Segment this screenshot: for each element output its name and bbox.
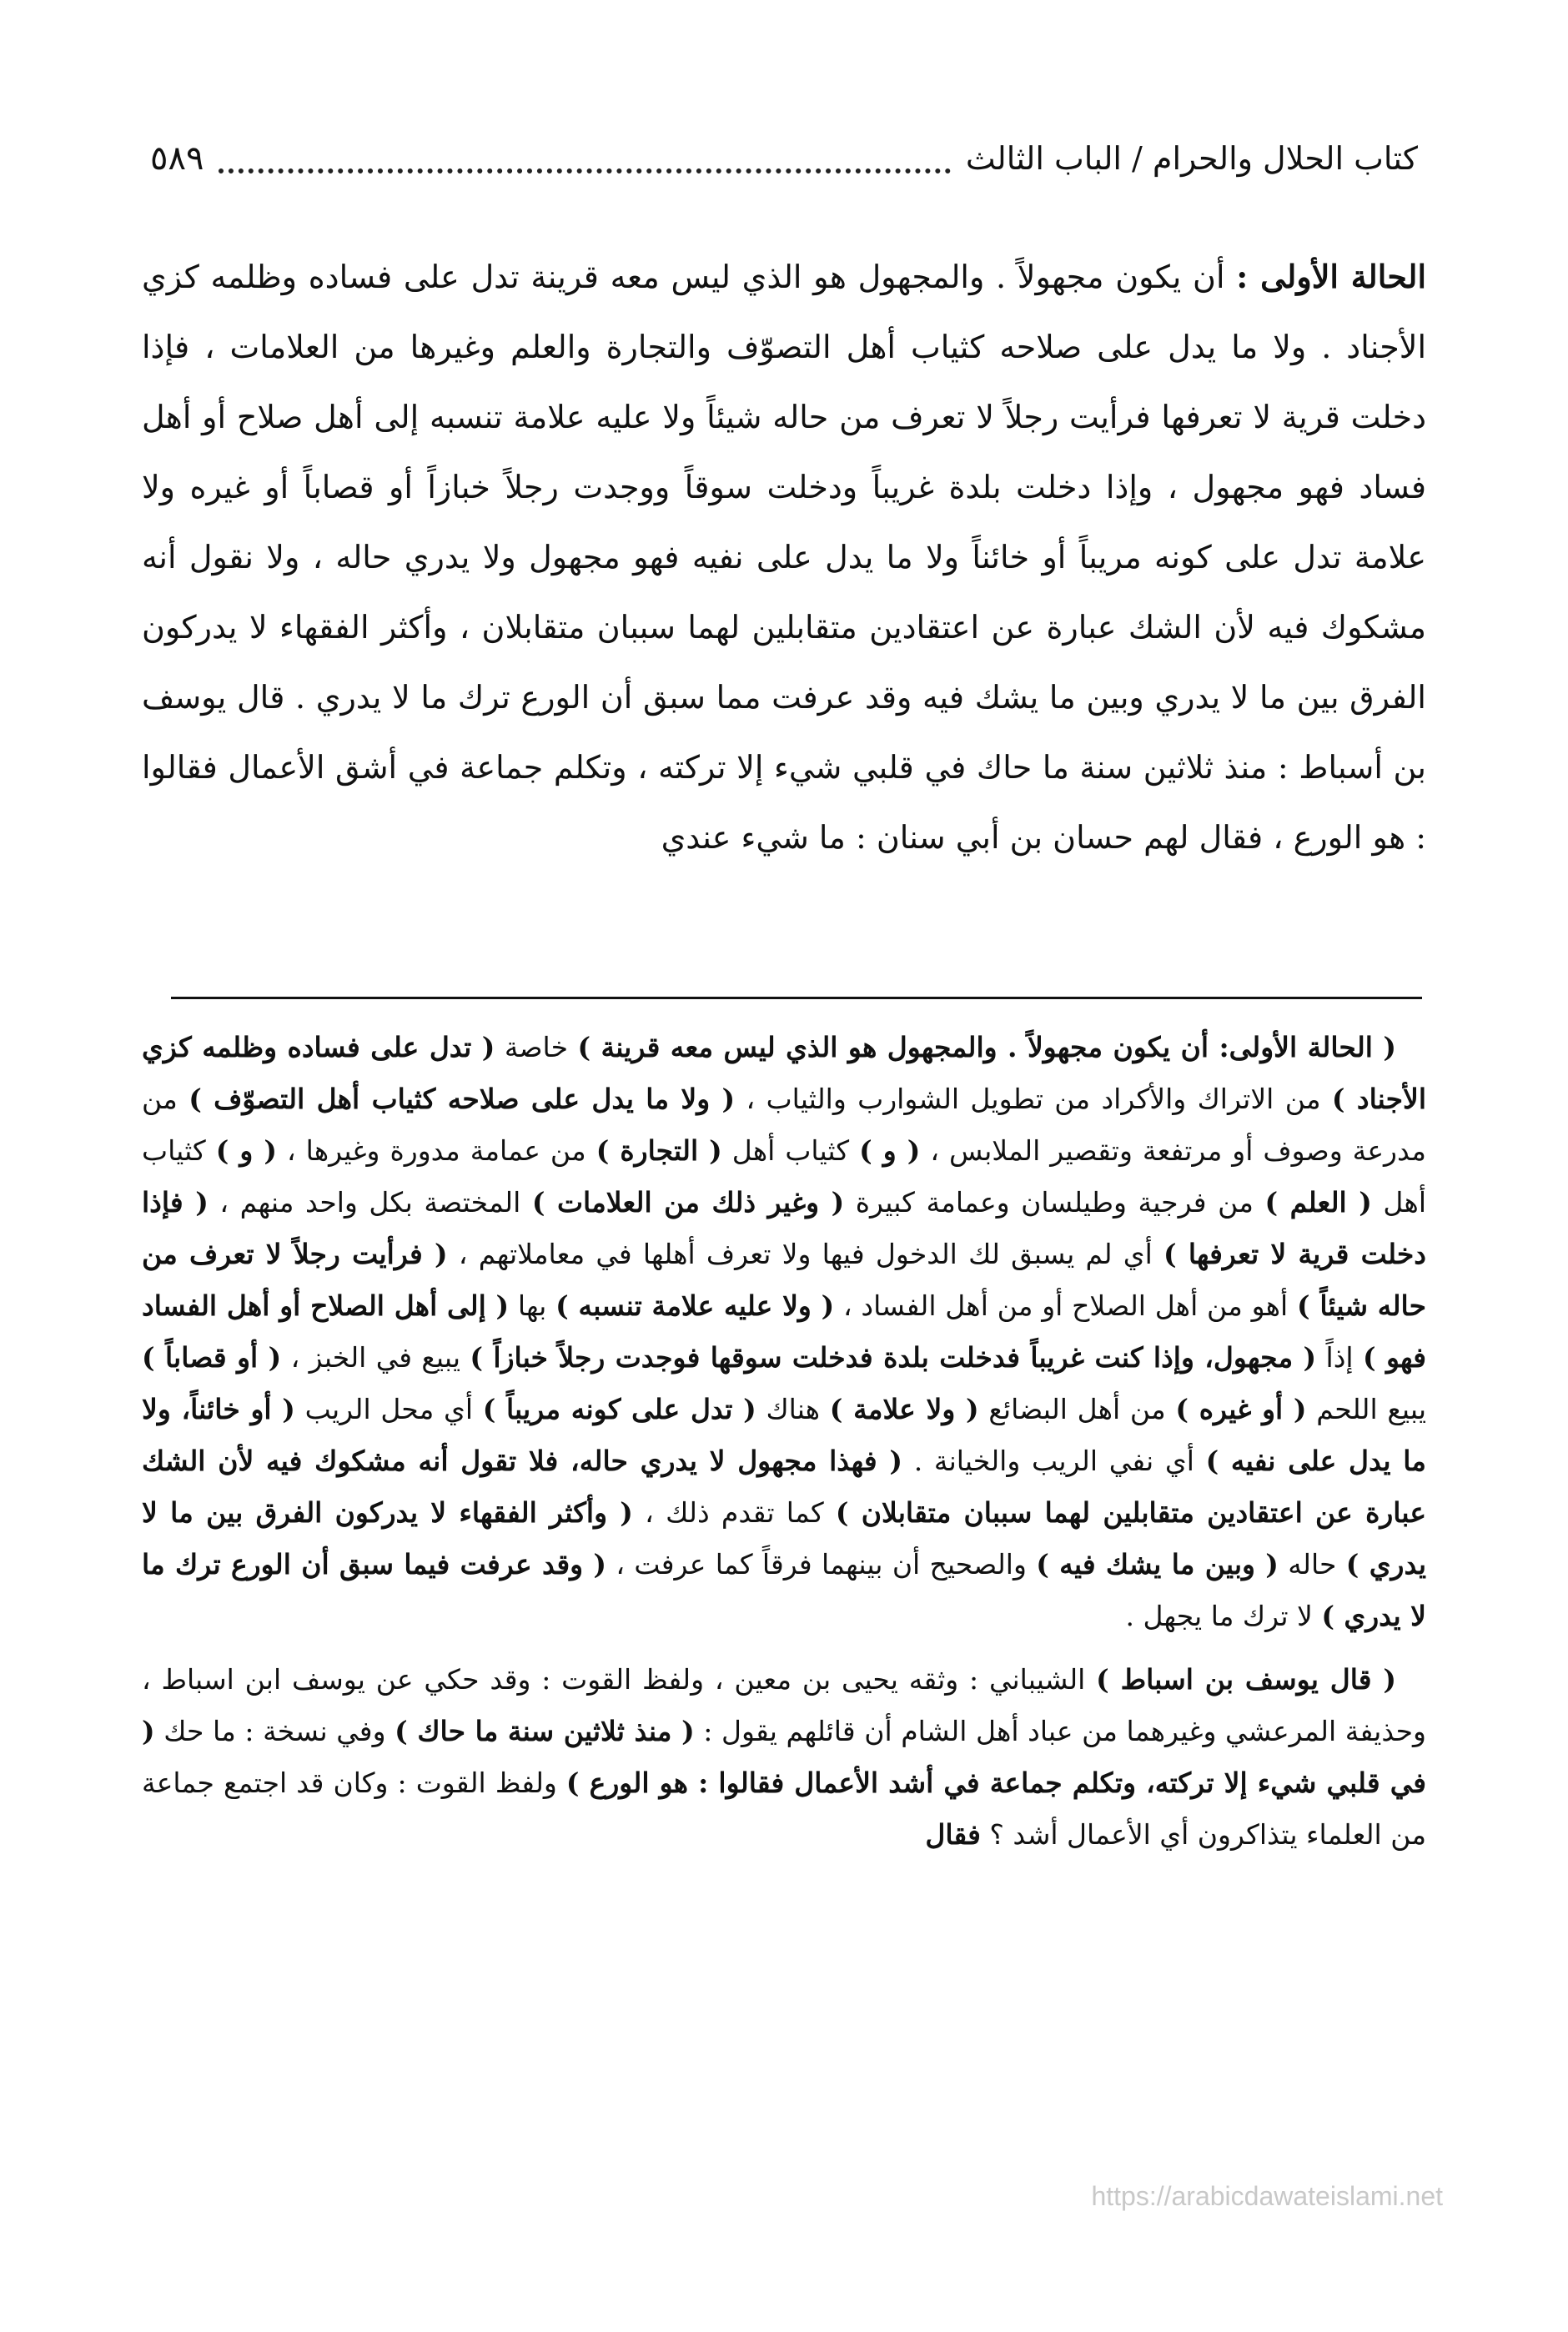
main-paragraph: [142, 242, 1426, 872]
quoted-matn-text: ( وغير ذلك من العلامات ): [531, 1186, 845, 1219]
quoted-matn-text: ( أو خائناً، ولا ما يدل على نفيه ): [142, 1393, 1426, 1477]
quoted-matn-text: ( في قلبي شيء إلا تركته، وتكلم جماعة في أشد الأعمال فقالوا : هو الورع ): [142, 1715, 1426, 1799]
commentary-text: يبيع في الخبز ،: [281, 1341, 470, 1374]
running-header: [150, 125, 1418, 192]
quoted-matn-text: ( إلى أهل الصلاح أو أهل الفساد فهو ): [142, 1289, 1426, 1374]
commentary-text: كثياب أهل: [721, 1134, 860, 1167]
commentary-text: ولفظ القوت : وكان قد اجتمع جماعة من العلماء يتذاكرون أي الأعمال أشد ؟: [142, 1767, 1426, 1851]
quoted-matn-text: ( فإذا دخلت قرية لا تعرفها ): [142, 1186, 1426, 1270]
commentary-text: المختصة بكل واحد منهم ،: [208, 1186, 532, 1219]
quoted-matn-text: ( العلم ): [1264, 1186, 1372, 1219]
commentary-text: من عمامة مدورة وغيرها ،: [276, 1134, 596, 1167]
dotted-leader: [219, 153, 950, 173]
quoted-matn-text: ( ولا عليه علامة تنسبه ): [555, 1289, 835, 1322]
commentary-text: خاصة: [495, 1031, 578, 1063]
quoted-matn-text: ( فرأيت رجلاً لا تعرف من حاله شيئاً ): [142, 1238, 1426, 1322]
commentary-text: وفي نسخة : ما حك: [154, 1715, 395, 1747]
quoted-matn-text: ( منذ ثلاثين سنة ما حاك ): [395, 1715, 695, 1747]
commentary-text: أي نفي الريب والخيانة .: [902, 1445, 1206, 1477]
quoted-matn-text: ( أو قصاباً ): [142, 1341, 282, 1374]
main-body: أن يكون مجهولاً . والمجهول هو الذي ليس معه قرينة تدل على فساده وظلمه كزي الأجناد . ولا ما يدل على صلاحه كثياب أهل التصوّف والتجارة والعلم وغيرها من العلامات ، فإذا دخلت قرية لا تعرفها فرأيت رجلاً لا تعرف من حاله شيئاً ولا عليه علامة تنسبه إلى أهل صلاح أو أهل فساد فهو مجهول ، وإذا دخلت بلدة غريباً ودخلت سوقاً ووجدت رجلاً خبازاً أو قصاباً أو غيره ولا علامة تدل على كونه مريباً أو خائناً ولا ما يدل على نفيه فهو مجهول ولا يدري حاله ، ولا نقول أنه مشكوك فيه لأن الشك عبارة عن اعتقادين متقابلين لهما سببان متقابلان ، وأكثر الفقهاء لا يدركون الفرق بين ما لا يدري وبين ما يشك فيه وقد عرفت مما سبق أن الورع ترك ما لا يدري . قال يوسف بن أسباط : منذ ثلاثين سنة ما حاك في قلبي شيء إلا تركته ، وتكلم جماعة في أشق الأعمال فقالوا : هو الورع ، فقال لهم حسان بن أبي سنان : ما شيء عندي: [142, 259, 1426, 856]
quoted-matn-text: ( ولا علامة ): [829, 1393, 979, 1425]
main-text: [142, 242, 1426, 872]
quoted-matn-text: ( الحالة الأولى: أن يكون مجهولاً . والمجهول هو الذي ليس معه قرينة ): [577, 1031, 1396, 1063]
main-lead: الحالة الأولى :: [1236, 258, 1426, 295]
quoted-matn-text: ( أو غيره ): [1175, 1393, 1307, 1425]
commentary-text: بها: [509, 1289, 556, 1322]
commentary-text: أي محل الريب: [294, 1393, 483, 1425]
commentary-text: أي لم يسبق لك الدخول فيها ولا تعرف أهلها في معاملاتهم ،: [447, 1238, 1163, 1270]
quoted-matn-text: ( مجهول، وإذا كنت غريباً فدخلت بلدة فدخلت سوقها فوجدت رجلاً خبازاً ): [470, 1341, 1317, 1374]
commentary-text: من الاتراك والأكراد من تطويل الشوارب والثياب ،: [735, 1083, 1332, 1115]
commentary-text: كثياب أهل: [142, 1134, 1426, 1219]
commentary-text: الشيباني : وثقه يحيى بن معين ، ولفظ القوت : وقد حكي عن يوسف ابن اسباط ، وحذيفة المرعشي وغيرهما من عباد أهل الشام أن قائلهم يقول :: [142, 1663, 1426, 1747]
commentary-text: أهو من أهل الصلاح أو من أهل الفساد ،: [834, 1289, 1297, 1322]
quoted-matn-text: ( قال يوسف بن اسباط ): [1096, 1663, 1396, 1696]
quoted-matn-text: ( ولا ما يدل على صلاحه كثياب أهل التصوّف ): [188, 1083, 736, 1115]
footnote-divider: [171, 997, 1422, 999]
quoted-matn-text: ( وقد عرفت فيما سبق أن الورع ترك ما لا يدري ): [142, 1548, 1426, 1632]
commentary-text: والصحيح أن بينهما فرقاً كما عرفت ،: [606, 1548, 1037, 1581]
quoted-matn-text: ( فهذا مجهول لا يدري حاله، فلا تقول أنه مشكوك فيه لأن الشك عبارة عن اعتقادين متقابلين لهما سببان متقابلان ): [142, 1445, 1427, 1529]
commentary-text: لا ترك ما يجهل .: [1125, 1600, 1322, 1632]
commentary-text: من مدرعة وصوف أو مرتفعة وتقصير الملابس ،: [142, 1083, 1426, 1167]
commentary-text: يبيع اللحم: [1306, 1393, 1427, 1425]
quoted-matn-text: ( التجارة ): [596, 1134, 722, 1167]
commentary-text: من أهل البضائع: [978, 1393, 1176, 1425]
chapter-title: كتاب الحلال والحرام / الباب الثالث: [965, 140, 1418, 177]
commentary-text: من فرجية وطيلسان وعمامة كبيرة: [844, 1186, 1265, 1219]
quoted-matn-text: فقال: [925, 1818, 981, 1851]
quoted-matn-text: ( و ): [215, 1134, 277, 1167]
commentary-text: حاله: [1278, 1548, 1346, 1581]
quoted-matn-text: ( تدل على فساده وظلمه كزي الأجناد ): [142, 1031, 1427, 1115]
commentary-text: كما تقدم ذلك ،: [632, 1496, 836, 1529]
commentary-text: إذاً: [1316, 1341, 1363, 1374]
quoted-matn-text: ( تدل على كونه مريباً ): [482, 1393, 756, 1425]
commentary: [142, 1022, 1426, 1872]
commentary-paragraph-2: [142, 1654, 1426, 1861]
quoted-matn-text: ( وأكثر الفقهاء لا يدركون الفرق بين ما لا يدري ): [142, 1496, 1426, 1581]
quoted-matn-text: ( و ): [859, 1134, 921, 1167]
quoted-matn-text: ( وبين ما يشك فيه ): [1036, 1548, 1279, 1581]
commentary-text: هناك: [756, 1393, 830, 1425]
page-number: ٥٨٩: [150, 139, 204, 178]
commentary-paragraph-1: [142, 1022, 1426, 1642]
watermark-url: https://arabicdawateislami.net: [1091, 2181, 1443, 2211]
